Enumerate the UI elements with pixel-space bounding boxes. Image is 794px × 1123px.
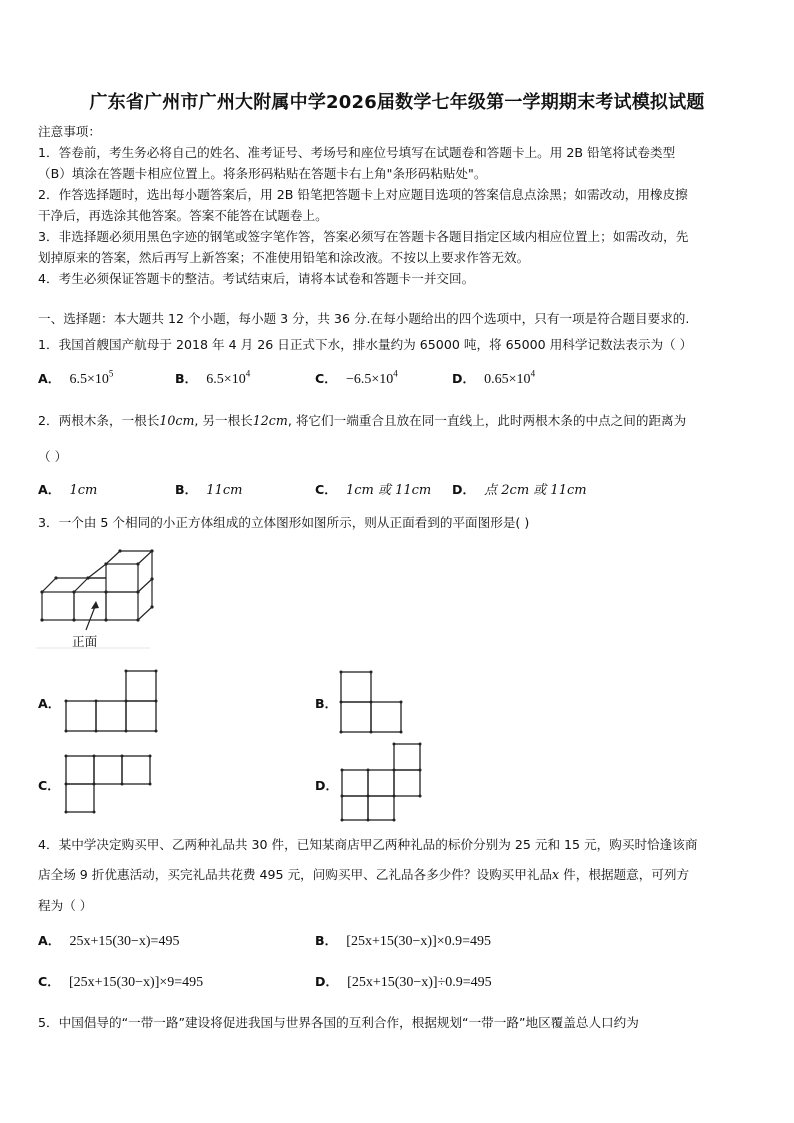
option-letter: C．: [38, 974, 60, 989]
q3-option-a-figure: [62, 668, 162, 736]
option-exponent: 4: [245, 368, 251, 379]
notice-heading: 注意事项：: [38, 124, 101, 139]
q4-option-c: [38, 971, 203, 991]
q2-stem-c: , 将它们一端重合且放在同一直线上，此时两根木条的中点之间的距离为: [287, 413, 687, 428]
question-4-line-3: 程为（ ）: [38, 898, 93, 913]
option-value: 25x+15(30−x)=495: [69, 934, 180, 949]
option-letter: C．: [315, 371, 337, 386]
q3-option-c-letter: C．: [38, 778, 60, 793]
q2-length-1: 10cm: [159, 413, 195, 428]
option-value: 1cm 或 11cm: [345, 483, 432, 498]
option-value: [25x+15(30−x)]×0.9=495: [346, 934, 492, 949]
notice-line: 4．考生必须保证答题卡的整洁。考试结束后，请将本试卷和答题卡一并交回。: [38, 271, 475, 286]
option-letter: A．: [38, 371, 61, 386]
question-5-stem: 5．中国倡导的“一带一路”建设将促进我国与世界各国的互利合作，根据规划“一带一路”地区覆盖总人口约为: [38, 1015, 639, 1030]
notice-line: 3．非选择题必须用黑色字迹的钢笔或签字笔作答，答案必须写在答题卡各题目指定区域内相应位置上；如需改动，先: [38, 229, 689, 244]
option-letter: B．: [175, 482, 198, 497]
option-letter: A．: [38, 482, 61, 497]
option-value: 6.5×10: [69, 372, 109, 387]
q2-option-b: [175, 479, 242, 498]
q2-option-c: [315, 479, 431, 498]
q2-stem-a: 2．两根木条，一根长: [38, 413, 160, 428]
q1-option-a: [38, 368, 113, 388]
option-exponent: 4: [393, 368, 398, 379]
option-value: [25x+15(30−x)]÷0.9=495: [347, 975, 492, 990]
option-value: 6.5×10: [206, 372, 246, 387]
q4-option-b: [315, 930, 491, 950]
option-value: 点 2cm 或 11cm: [484, 483, 587, 498]
question-2-stem: [38, 410, 686, 429]
q1-option-d: [452, 368, 535, 388]
notice-line: 划掉原来的答案，然后再写上新答案；不准使用铅笔和涂改液。不按以上要求作答无效。: [38, 250, 530, 265]
option-exponent: 5: [108, 368, 114, 379]
front-label: 正面: [72, 634, 98, 649]
notice-line: 2．作答选择题时，选出每小题答案后，用 2B 铅笔把答题卡上对应题目选项的答案信息点涂黑；如需改动，用橡皮擦: [38, 187, 688, 202]
q4-line-2b: 件，根据题意，可列方: [559, 867, 690, 882]
q1-option-c: [315, 368, 398, 388]
q2-option-a: [38, 479, 97, 498]
question-3-stem: 3．一个由 5 个相同的小正方体组成的立体图形如图所示，则从正面看到的平面图形是( ): [38, 515, 530, 530]
option-value: [25x+15(30−x)]×9=495: [68, 975, 204, 990]
option-letter: B．: [175, 371, 198, 386]
option-letter: D．: [315, 974, 339, 989]
page-title: 广东省广州市广州大附属中学2026届数学七年级第一学期期末考试模拟试题: [89, 92, 705, 113]
q3-option-c-figure: [62, 752, 152, 814]
notice-line: 干净后，再选涂其他答案。答案不能答在试题卷上。: [38, 208, 328, 223]
option-value: 0.65×10: [484, 372, 531, 387]
q2-stem-b: , 另一根长: [194, 413, 253, 428]
question-4-line-1: 4．某中学决定购买甲、乙两种礼品共 30 件，已知某商店甲乙两种礼品的标价分别为 25 元和 15 元，购买时恰逢该商: [38, 837, 698, 852]
q3-option-a-letter: A．: [38, 696, 61, 711]
q4-variable: x: [552, 867, 560, 882]
option-value: −6.5×10: [345, 372, 394, 387]
question-4-line-2: [38, 864, 689, 883]
option-value: 1cm: [69, 483, 98, 498]
option-exponent: 4: [530, 368, 536, 379]
option-letter: A．: [38, 933, 61, 948]
section-heading: 一、选择题：本大题共 12 个小题，每小题 3 分，共 36 分.在每小题给出的四个选项中，只有一项是符合题目要求的.: [38, 311, 690, 326]
q3-option-b-letter: B．: [315, 696, 338, 711]
q2-length-2: 12cm: [252, 413, 288, 428]
option-letter: D．: [452, 482, 476, 497]
q3-option-d-letter: D．: [315, 778, 339, 793]
q1-option-b: [175, 368, 250, 388]
front-arrow-icon: [91, 601, 99, 609]
q3-option-b-figure: [336, 668, 406, 736]
option-value: 11cm: [206, 483, 243, 498]
q2-option-d: [452, 479, 587, 498]
question-1-stem: 1．我国首艘国产航母于 2018 年 4 月 26 日正式下水，排水量约为 65000 吨，将 65000 用科学记数法表示为（ ）: [38, 337, 693, 352]
notice-line: 1．答卷前，考生务必将自己的姓名、准考证号、考场号和座位号填写在试题卷和答题卡上。用 2B 铅笔将试卷类型: [38, 145, 676, 160]
option-letter: D．: [452, 371, 476, 386]
q4-line-2a: 店全场 9 折优惠活动，买完礼品共花费 495 元，问购买甲、乙礼品各多少件？设购买甲礼品: [38, 867, 553, 882]
q4-option-a: [38, 930, 179, 950]
option-letter: C．: [315, 482, 337, 497]
option-letter: B．: [315, 933, 338, 948]
notice-line: （B）填涂在答题卡相应位置上。将条形码粘贴在答题卡右上角"条形码粘贴处"。: [38, 166, 487, 181]
q3-option-d-figure: [338, 742, 424, 822]
q4-option-d: [315, 971, 492, 991]
q2-paren: （ ）: [38, 449, 68, 464]
